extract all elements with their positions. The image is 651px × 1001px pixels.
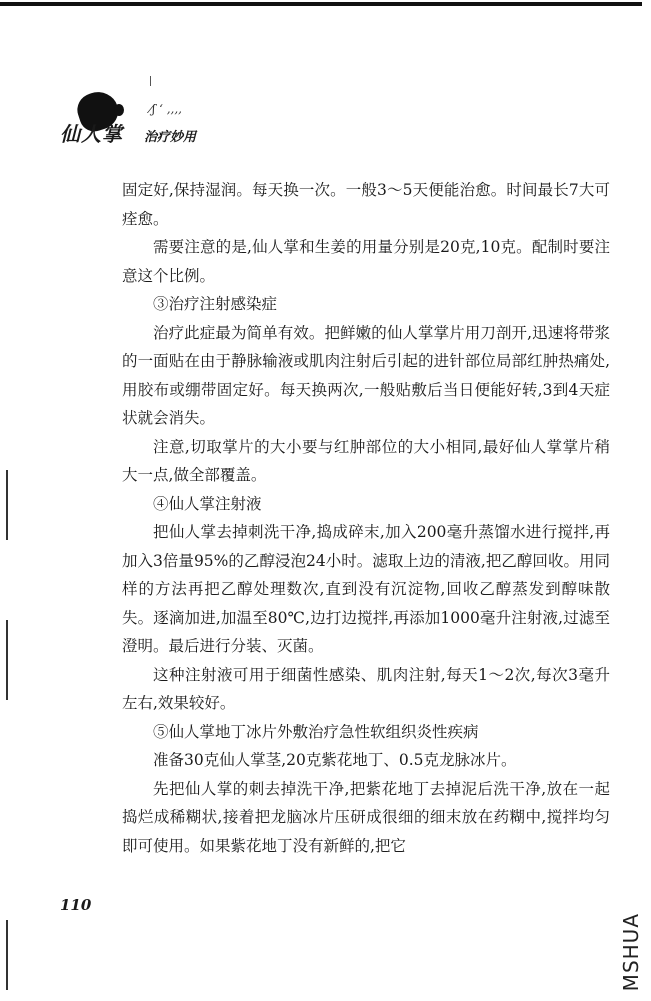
paragraph: 治疗此症最为简单有效。把鲜嫩的仙人掌掌片用刀剖开,迅速将带浆的一面贴在由于静脉输液或肌肉注射后引起的进针部位局部红肿热痛处,用胶布或绷带固定好。每天换两次,一般贴敷后当日便能好转,3到4天症状就会消失。 [122, 323, 610, 427]
paragraph: 注意,切取掌片的大小要与红肿部位的大小相同,最好仙人掌掌片稍大一点,做全部覆盖。 [122, 437, 610, 484]
header-tick-mark [150, 76, 151, 86]
paragraph: 固定好,保持湿润。每天换一次。一般3～5天便能治愈。时间最长7大可痊愈。 [122, 181, 610, 228]
watermark: MSHUA [619, 912, 643, 991]
paragraph: 把仙人掌去掉刺洗干净,捣成碎末,加入200毫升蒸馏水进行搅拌,再加入3倍量95%的乙醇浸泡24小时。滤取上边的清液,把乙醇回收。用同样的方法再把乙醇处理数次,直到没有沉淀物,回收乙醇蒸发到醇味散失。逐滴加进,加温至80℃,边打边搅拌,再添加1000毫升注射液,过滤至澄明。最后进行分装、灭菌。 [122, 523, 610, 655]
paragraph: 准备30克仙人掌茎,20克紫花地丁、0.5克龙脉冰片。 [153, 751, 517, 769]
scan-margin-line [6, 620, 8, 700]
paragraph: 需要注意的是,仙人掌和生姜的用量分别是20克,10克。配制时要注意这个比例。 [122, 238, 610, 285]
section-heading: ③治疗注射感染症 [153, 295, 278, 313]
section-heading: ④仙人掌注射液 [153, 494, 262, 513]
running-header-logo [58, 90, 268, 150]
paragraph: 这种注射液可用于细菌性感染、肌肉注射,每天1～2次,每次3毫升左右,效果较好。 [122, 665, 610, 712]
ink-dot-graphic [114, 104, 124, 116]
header-subtitle: 治疗妙用 [144, 130, 197, 145]
paragraph: 先把仙人掌的刺去掉洗干净,把紫花地丁去掉泥后洗干净,放在一起捣烂成稀糊状,接着把龙脑冰片压研成很细的细末放在药糊中,搅拌均匀即可使用。如果紫花地丁没有新鲜的,把它 [122, 779, 610, 855]
section-heading: ⑤仙人掌地丁冰片外敷治疗急性软组织炎性疾病 [153, 722, 479, 741]
scan-margin-line [6, 470, 8, 540]
header-title: 仙人掌 [60, 122, 123, 146]
top-rule [0, 2, 642, 6]
body-text [122, 176, 610, 860]
scan-margin-line [6, 920, 8, 990]
page-number: 110 [60, 896, 92, 914]
decorative-scribble: ⁄ʃ ʻ ,,,, [150, 102, 182, 116]
